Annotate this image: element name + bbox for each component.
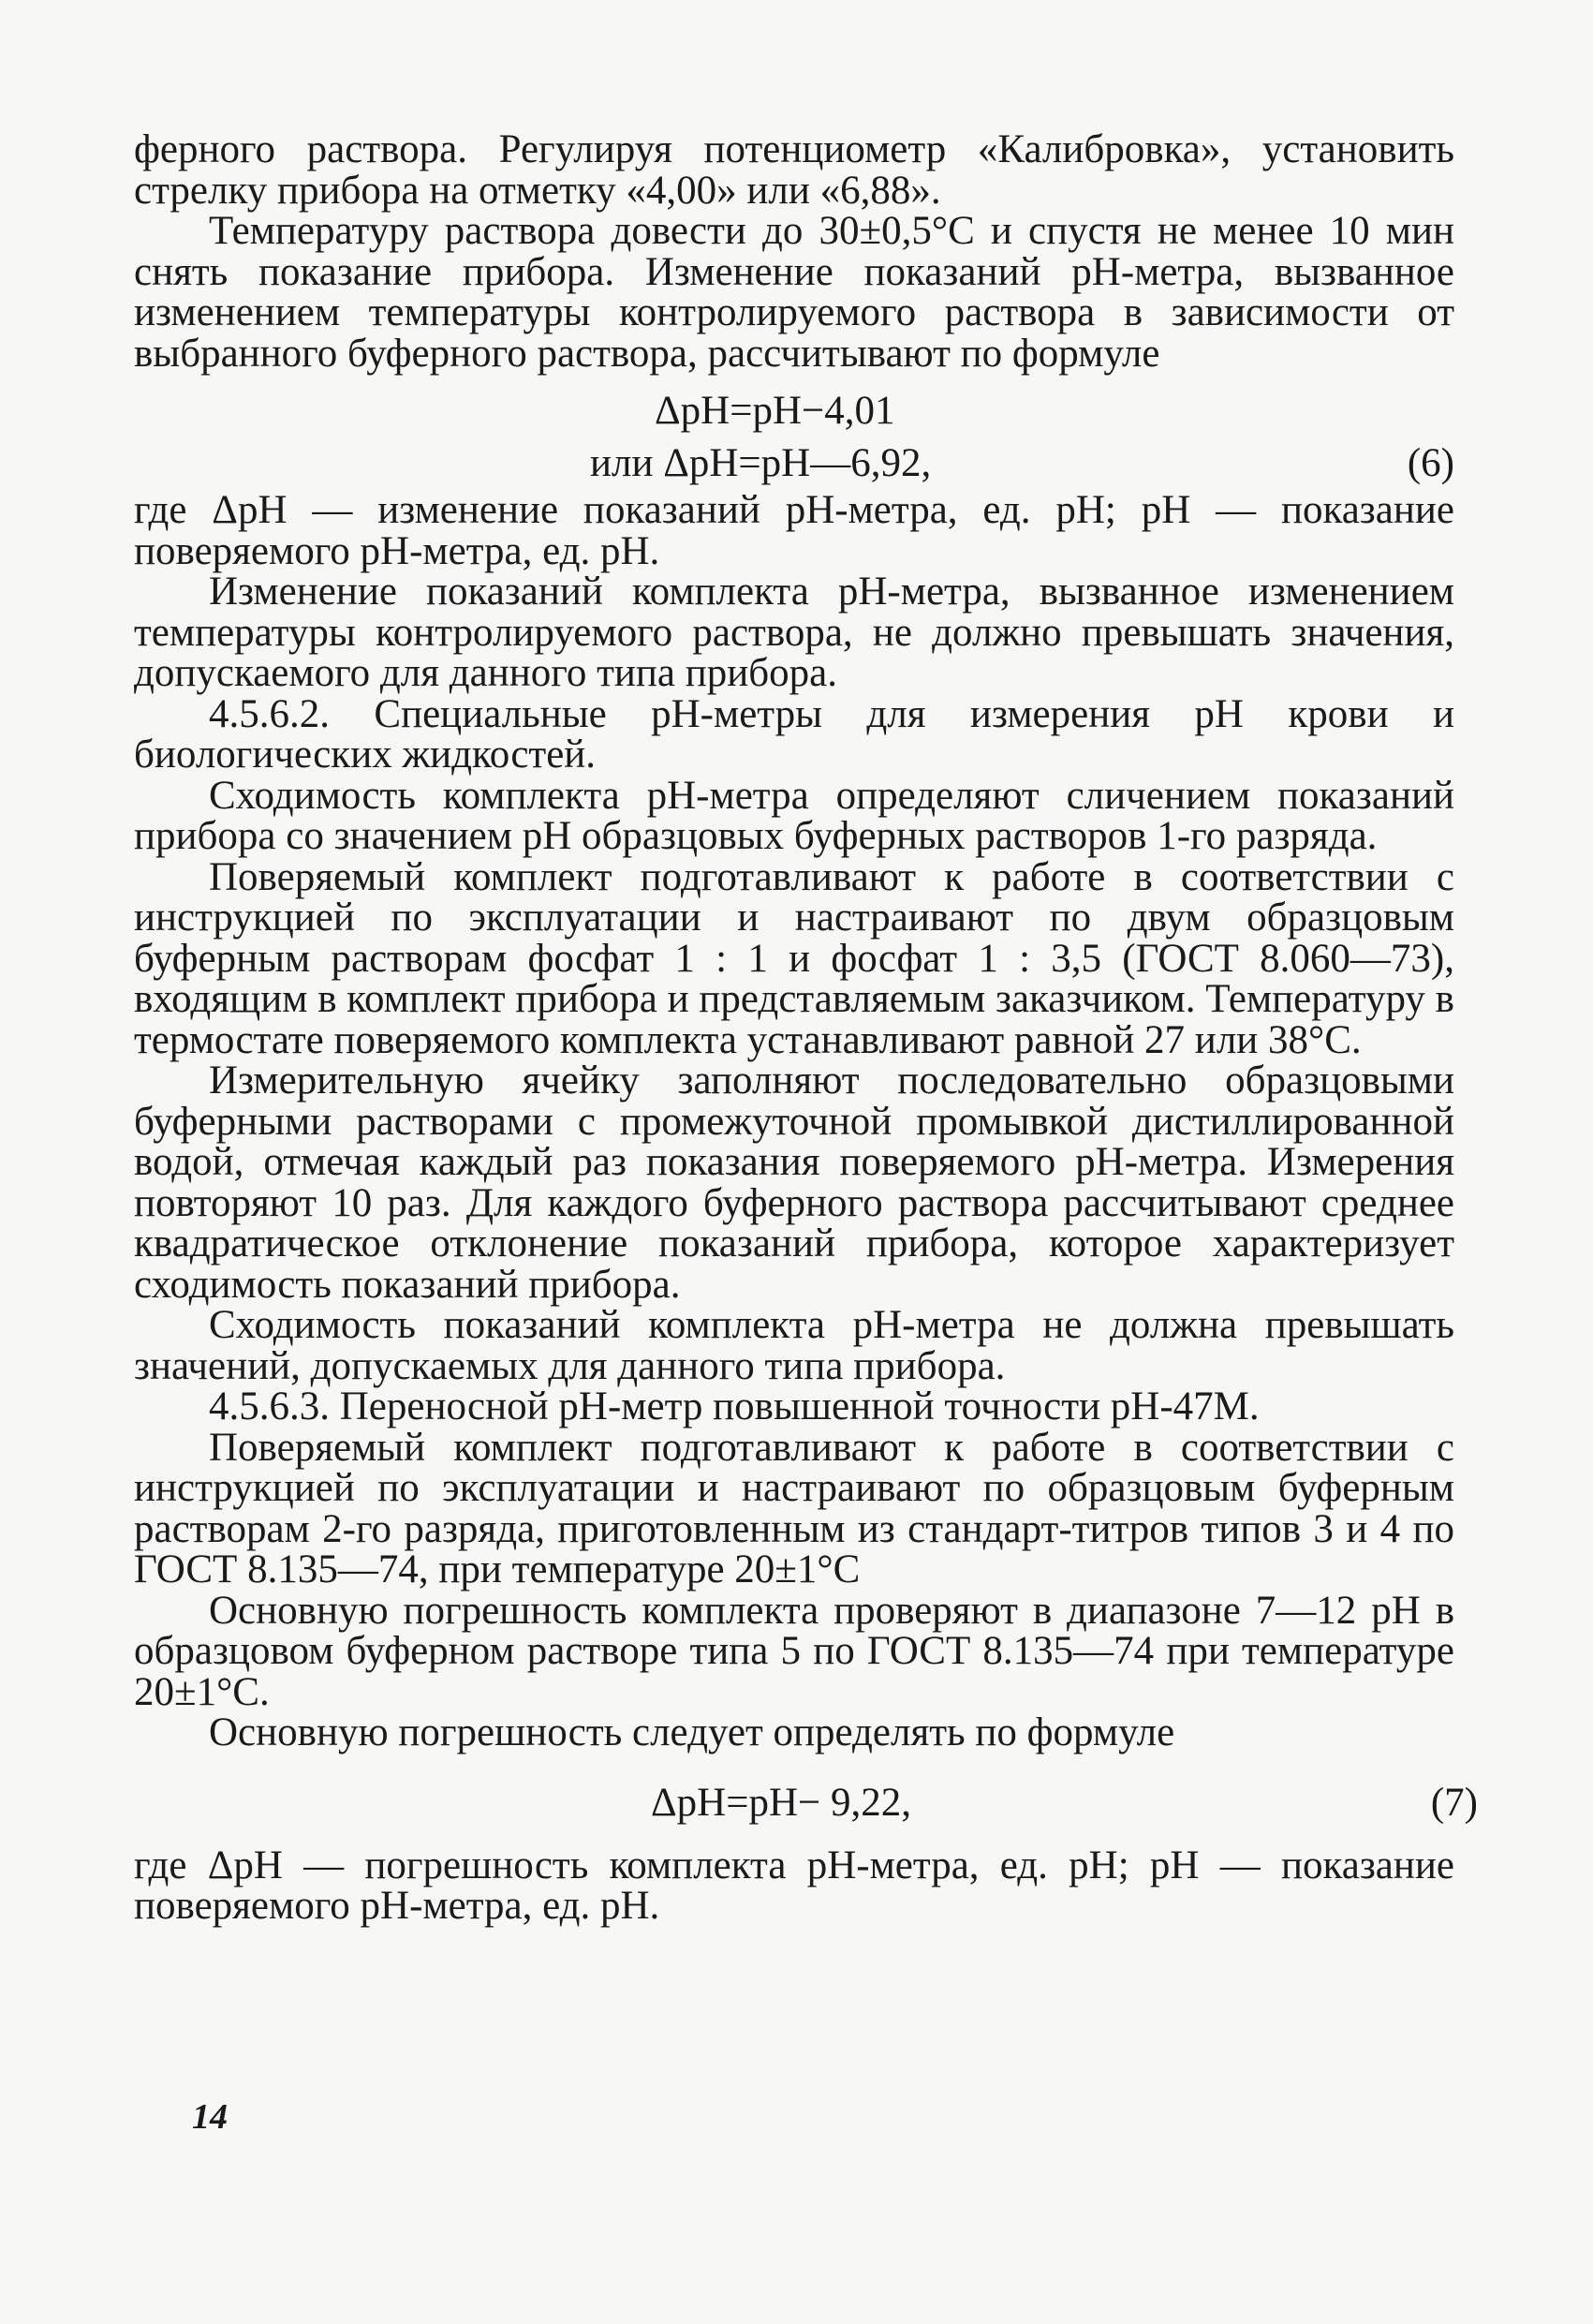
paragraph: Сходимость комплекта рН-метра определяют сличением показаний прибора со значением рН образцовых буферных растворов 1-го разряда. — [134, 773, 1454, 858]
paragraph: Основную погрешность комплекта проверяют в диапазоне 7—12 рН в образцовом буферном растворе типа 5 по ГОСТ 8.135—74 при температуре 20±1°С. — [134, 1588, 1454, 1714]
formula-6-line-2 — [134, 437, 1454, 490]
paragraph: Измерительную ячейку заполняют последовательно образцовыми буферными растворами с промежуточной промывкой дистиллированной водой, отмечая каждый раз показания поверяемого рН-метра. Измерения повторяют 10 раз. Для каждого буферного раствора рассчитывают среднее квадратическое отклонение показаний прибора, которое характеризует сходимость показаний прибора. — [134, 1058, 1454, 1307]
formula-6-number: (6) — [1407, 441, 1454, 485]
formula-7-number: (7) — [1430, 1780, 1478, 1825]
paragraph: Изменение показаний комплекта рН-метра, вызванное изменением температуры контролируемого раствора, не должно превышать значения, допускаемого для данного типа прибора. — [134, 570, 1454, 695]
paragraph: где ΔрН — изменение показаний рН-метра, ед. рН; рН — показание поверяемого рН-метра, ед. рН. — [134, 488, 1454, 573]
paragraph: 4.5.6.2. Специальные рН-метры для измерения рН крови и биологических жидкостей. — [134, 691, 1454, 777]
formula-6a-text: ΔpH=pH−4,01 — [655, 389, 895, 433]
paragraph-group-a — [134, 129, 1454, 374]
paragraph: Поверяемый комплект подготавливают к работе в соответствии с инструкцией по эксплуатации и настраивают по двум образцовым буферным растворам фосфат 1 : 1 и фосфат 1 : 3,5 (ГОСТ 8.060—73), входящим в комплект прибора и представляемым заказчиком. Температуру в термостате поверяемого комплекта устанавливают равной 27 или 38°С. — [134, 854, 1454, 1062]
formula-7-text: ΔpH=pH− 9,22, — [651, 1780, 912, 1825]
formula-6-line-1 — [134, 385, 1454, 437]
paragraph-formula-7-legend: где ΔрН — погрешность комплекта рН-метра, ед. рН; рН — показание поверяемого рН-метра, ед. рН. — [134, 1843, 1454, 1928]
paragraph: Сходимость показаний комплекта рН-метра не должна превышать значений, допускаемых для данного типа прибора. — [134, 1303, 1454, 1388]
paragraph: Поверяемый комплект подготавливают к работе в соответствии с инструкцией по эксплуатации и настраивают по образцовым буферным растворам 2-го разряда, приготовленным из стандарт-титров типов 3 и 4 по ГОСТ 8.135—74, при температуре 20±1°С — [134, 1425, 1454, 1591]
paragraph-group-b — [134, 490, 1454, 1754]
formula-7-line — [134, 1770, 1478, 1836]
paragraph: ферного раствора. Регулируя потенциометр «Калибровка», установить стрелку прибора на отметку «4,00» или «6,88». — [134, 127, 1454, 213]
paragraph: Температуру раствора довести до 30±0,5°С и спустя не менее 10 мин снять показание прибора. Изменение показаний рН-метра, вызванное изменением температуры контролируемого раствора в зависимости от выбранного буферного раствора, рассчитывают по формуле — [134, 209, 1454, 376]
page-body — [134, 127, 1478, 1928]
paragraph: Основную погрешность следует определять по формуле — [209, 1710, 1175, 1754]
paragraph: 4.5.6.3. Переносной рН-метр повышенной точности рН-47М. — [209, 1384, 1260, 1428]
page-number: 14 — [192, 2097, 228, 2137]
formula-6b-text: или ΔpH=pH—6,92, — [590, 441, 932, 485]
